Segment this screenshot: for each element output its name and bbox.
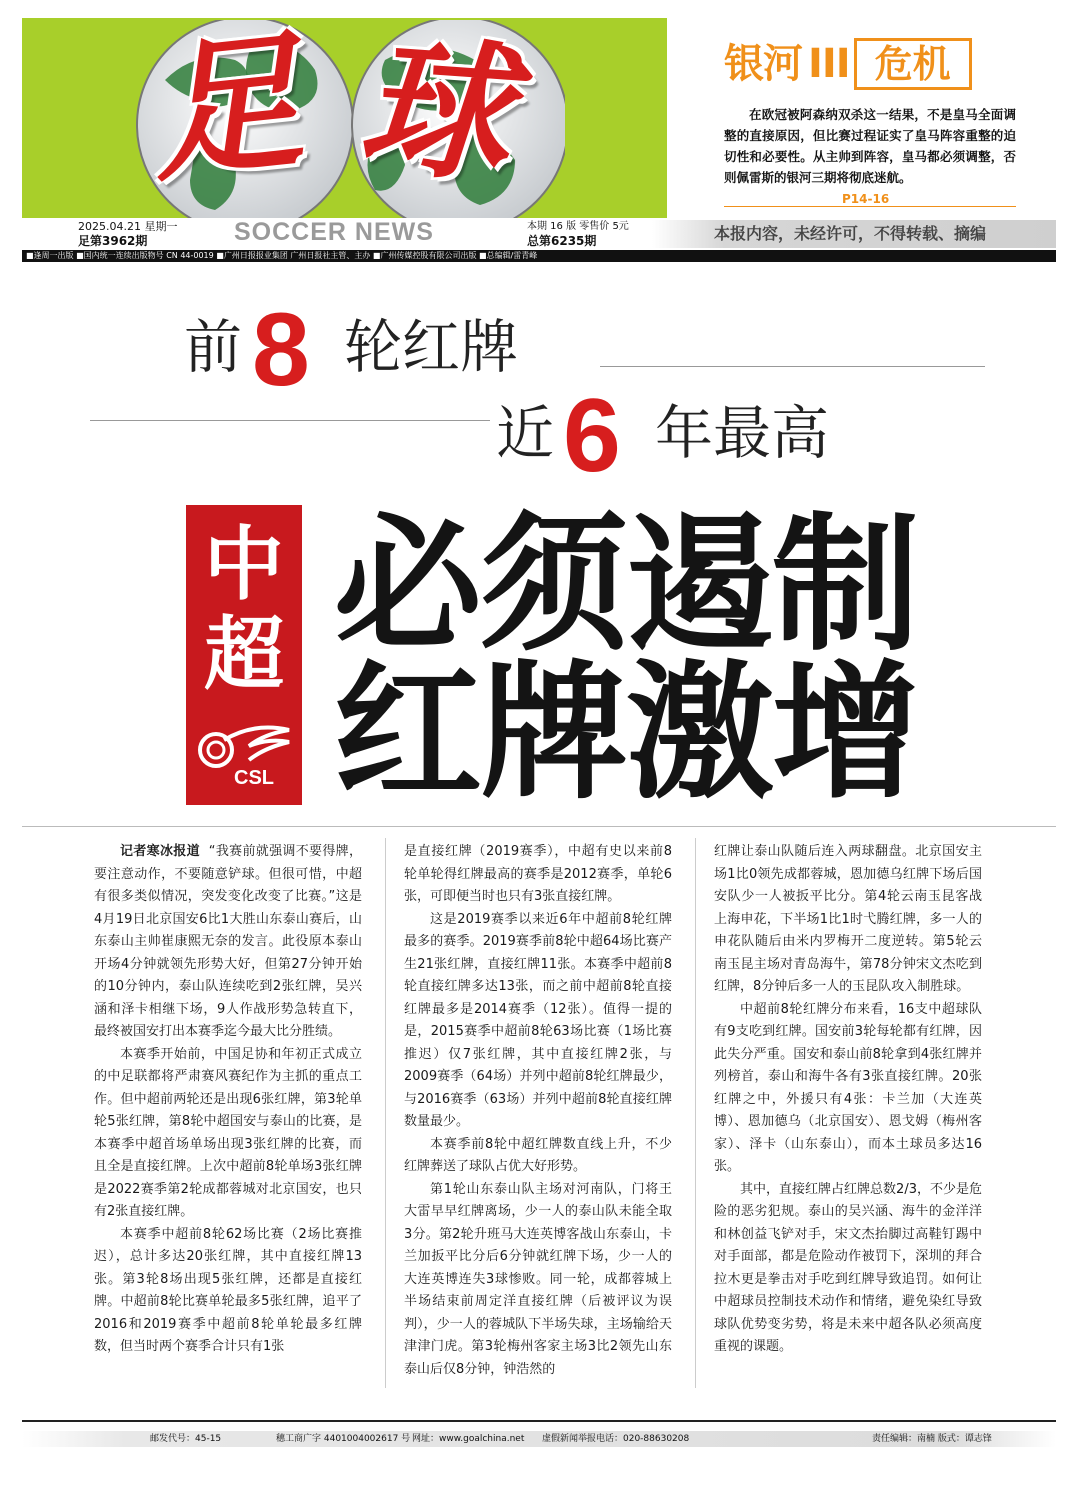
article-paragraph: 本赛季中超前8轮62场比赛（2场比赛推迟），总计多达20张红牌，其中直接红牌13张。第3轮8场出现5张红牌，还都是直接红牌。中超前8轮比赛单轮最多5张红牌，追平了2016和2019赛季中超前8轮单轮最多红牌数，但当时两个赛季合计只有1张 <box>94 1226 362 1354</box>
logo-char-zu: 足 <box>141 12 309 204</box>
article-paragraph: 红牌让泰山队随后连入两球翻盘。北京国安主场1比0领先成都蓉城，恩加德乌红牌下场后国安队少一人被扳平比分。第4轮云南玉昆客战上海申花，下半场1比1时弋腾红牌，多一人的申花队随后由米内罗梅开二度逆转。第5轮云南玉昆主场对青岛海牛，第78分钟宋文杰吃到红牌，8分钟后多一人的玉昆队攻入制胜球。 <box>714 844 982 994</box>
issue-date: 2025.04.21 星期一 <box>78 220 178 233</box>
promo-title-b: III <box>808 41 850 87</box>
article-paragraph: 这是2019赛季以来近6年中超前8轮红牌最多的赛季。2019赛季前8轮中超64场比赛产生21张红牌，直接红牌11张。本赛季中超前8轮直接红牌多达13张，而之前中超前8轮直接红牌最多是2014赛季（12张）。值得一提的是，2015赛季中超前8轮63场比赛（1场比赛推迟）仅7张红牌，其中直接红牌2张，与2009赛季（64场）并列中超前8轮红牌最少，与2016赛季（63场）并列中超前8轮直接红牌数量最少。 <box>404 911 672 1129</box>
copyright-notice: 本报内容，未经许可，不得转载、摘编 <box>652 220 1056 248</box>
subhead-2-number: 6 <box>563 378 621 494</box>
article-paragraph: 记者寒冰报道 “我赛前就强调不要得牌，要注意动作，不要随意铲球。但很可惜，中超有很多类似情况，突发变化改变了比赛。”这是4月19日北京国安6比1大胜山东泰山赛后，山东泰山主帅崔康熙无奈的发言。此役原本泰山开场4分钟就领先形势大好，但第27分钟开始的10分钟内，泰山队连续吃到2张红牌，吴兴涵和泽卡相继下场，9人作战形势急转直下，最终被国安打出本赛季迄今最大比分胜绩。 <box>94 844 362 1039</box>
footer-hotline: 虚假新闻举报电话：020-88630208 <box>542 1434 690 1444</box>
subhead-2-prefix: 近 <box>496 399 555 467</box>
issue-info-left <box>78 220 177 248</box>
issue-number: 足第3962期 <box>78 234 148 248</box>
article-paragraph: 第1轮山东泰山队主场对河南队，门将王大雷早早红牌离场，少一人的泰山队未能全取3分。第2轮升班马大连英博客战山东泰山，卡兰加扳平比分后6分钟就红牌下场，少一人的大连英博连失3球惨败。同一轮，成都蓉城上半场结束前周定洋直接红牌（后被评议为误判），少一人的蓉城队下半场失球，主场输给天津津门虎。第3轮梅州客家主场3比2领先山东泰山后仅8分钟，钟浩然的 <box>404 1181 672 1377</box>
csl-tag-char-1: 中 <box>204 518 284 611</box>
promo-title <box>724 36 972 92</box>
issue-info-right <box>527 220 629 248</box>
footer-editors: 责任编辑：南楠 版式：谭志锋 <box>872 1434 992 1444</box>
article-paragraph: 本赛季前8轮中超红牌数直线上升，不少红牌葬送了球队占优大好形势。 <box>404 1136 672 1174</box>
promo-divider <box>724 206 1016 207</box>
subhead-2-suffix: 年最高 <box>655 399 830 467</box>
edition-info: 本期 16 版 零售价 5元 <box>527 221 629 232</box>
column-separator <box>695 838 696 1388</box>
footer-rule <box>22 1420 1056 1422</box>
page-footer <box>22 1431 1056 1447</box>
article-column-2 <box>404 841 672 1381</box>
footer-ad-license: 穗工商广字 4401004002617 号 <box>276 1434 411 1444</box>
main-headline-line-2: 红牌激增 <box>334 645 918 819</box>
csl-logo-text: CSL <box>234 767 274 789</box>
article-column-3 <box>714 841 982 1359</box>
main-headline-line-1: 必须遏制 <box>334 497 918 671</box>
promo-summary: 在欧冠被阿森纳双杀这一结果，不是皇马全面调整的直接原因，但比赛过程证实了皇马阵容重整的迫切性和必要性。从主帅到阵容，皇马都必须调整，否则佩雷斯的银河三期将彻底迷航。 <box>724 107 1016 185</box>
masthead-english-name: SOCCER NEWS <box>234 218 434 246</box>
logo-char-qiu: 球 <box>354 17 516 205</box>
promo-page-ref: P14-16 <box>842 192 890 206</box>
subhead-1-prefix: 前 <box>184 313 243 381</box>
footer-postal-code: 邮发代号：45-15 <box>150 1434 222 1444</box>
subhead-1-number: 8 <box>252 292 310 408</box>
masthead-logo <box>141 12 570 208</box>
footer-website-link[interactable]: 网址：www.goalchina.net <box>412 1434 525 1444</box>
article-top-rule <box>22 826 1056 827</box>
promo-title-a: 银河 <box>724 41 802 87</box>
promo-title-box: 危机 <box>854 38 972 90</box>
total-issue: 总第6235期 <box>527 234 597 248</box>
headline-rule-2 <box>90 420 490 421</box>
subhead-1-suffix: 轮红牌 <box>344 313 519 381</box>
csl-logo-icon <box>194 720 294 790</box>
article-paragraph: 本赛季开始前，中国足协和年初正式成立的中足联都将严肃赛风赛纪作为主抓的重点工作。但中超前两轮还是出现6张红牌，第3轮单轮5张红牌，第8轮中超国安与泰山的比赛，是本赛季中超首场单场出现3张红牌的比赛，而且全是直接红牌。上次中超前8轮单场3张红牌是2022赛季第2轮成都蓉城对北京国安，也只有2张直接红牌。 <box>94 1046 362 1219</box>
column-separator <box>385 838 386 1388</box>
article-paragraph: 其中，直接红牌占红牌总数2/3，不少是危险的恶劣犯规。泰山的吴兴涵、海牛的金洋洋和林创益飞铲对手，宋文杰抬脚过高鞋钉踢中对手面部，都是危险动作被罚下，深圳的拜合拉木更是拳击对手吃到红牌导致追罚。如何让中超球员控制技术动作和情绪，避免染红导致球队优势变劣势，将是未来中超各队必须高度重视的课题。 <box>714 1181 982 1354</box>
csl-tag-char-2: 超 <box>204 608 284 701</box>
csl-tag <box>186 505 302 805</box>
article-column-1 <box>94 841 362 1359</box>
article-paragraph: 中超前8轮红牌分布来看，16支中超球队有9支吃到红牌。国安前3轮每轮都有红牌，因此失分严重。国安和泰山前8轮拿到4张红牌并列榜首，泰山和海牛各有3张直接红牌。20张红牌之中，外援只有4张：卡兰加（大连英博）、恩加德乌（北京国安）、恩戈姆（梅州客家）、泽卡（山东泰山），而本土球员多达16张。 <box>714 1001 982 1174</box>
article-paragraph: 是直接红牌（2019赛季），中超有史以来前8轮单轮得红牌最高的赛季是2012赛季，单轮6张，可即便当时也只有3张直接红牌。 <box>404 844 672 904</box>
publisher-strip: ■逢周一出版 ■国内统一连续出版物号 CN 44-0019 ■广州日报报业集团 广州日报社主管、主办 ■广州传媒控股有限公司出版 ■总编辑/雷青峰 <box>22 250 1056 262</box>
article-byline: 记者寒冰报道 <box>120 844 200 859</box>
headline-rule-1 <box>600 366 985 367</box>
